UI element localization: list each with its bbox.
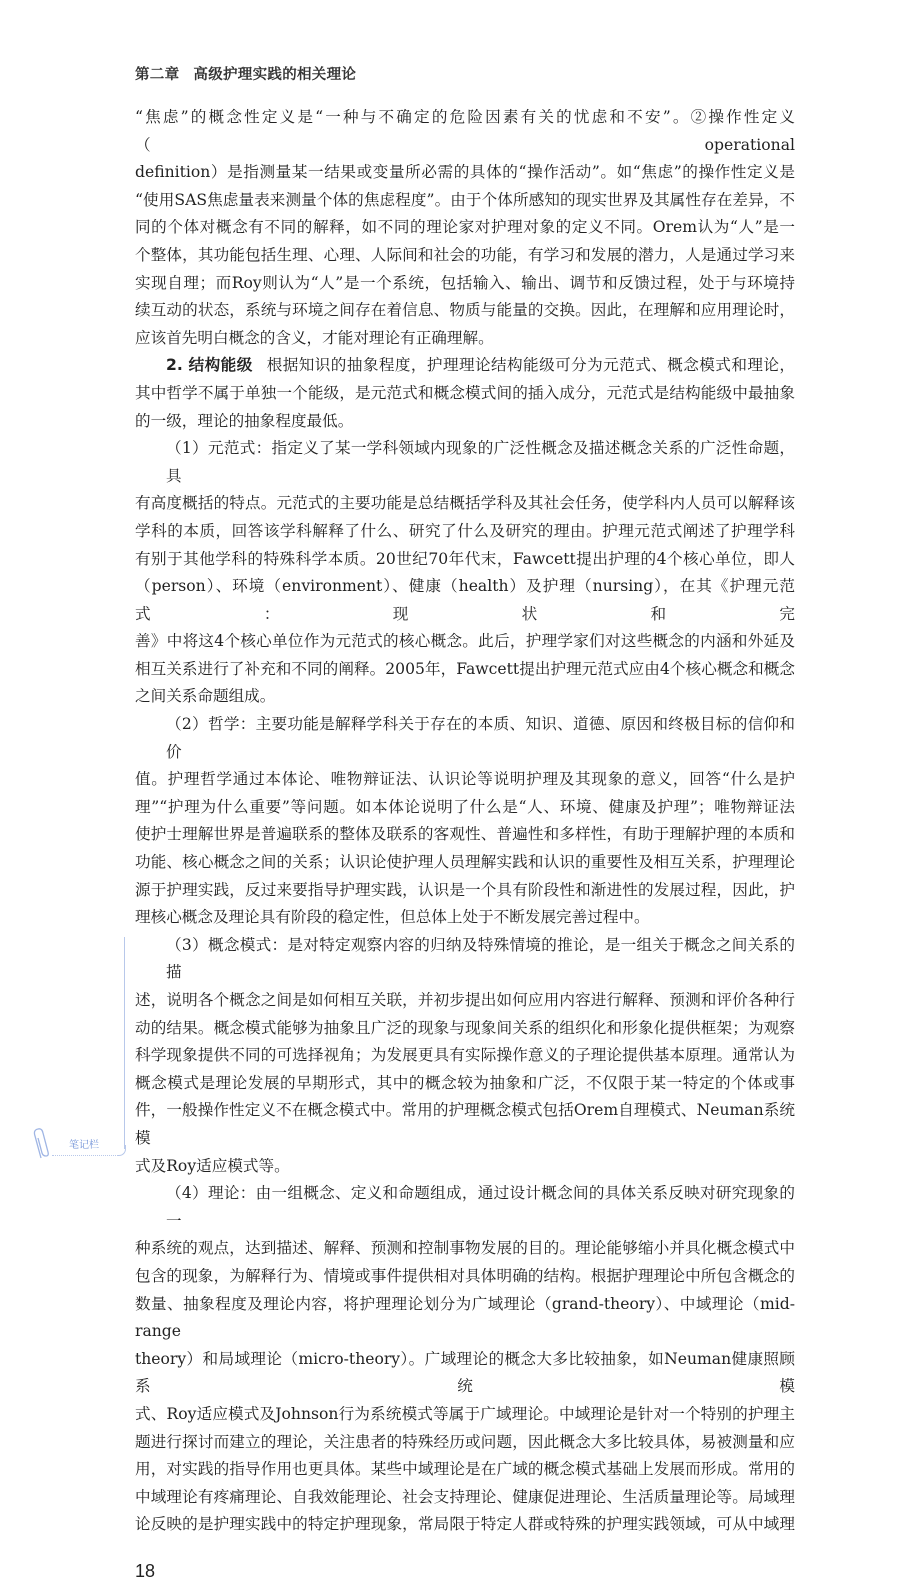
text-line	[135, 490, 795, 518]
text-line	[135, 1511, 795, 1539]
text-line	[135, 1484, 795, 1512]
text-line	[135, 1070, 795, 1098]
line-text: 实现自理；而Roy则认为“人”是一个系统，包括输入、输出、调节和反馈过程，处于与环境持	[135, 273, 795, 292]
text-line	[135, 1042, 795, 1070]
line-text: 动的结果。概念模式能够为抽象且广泛的现象与现象间关系的组织化和形象化提供框架；为观察	[135, 1018, 795, 1037]
line-text: 用，对实践的指导作用也更具体。某些中域理论是在广域的概念模式基础上发展而形成。常用的	[135, 1460, 795, 1479]
paragraph	[135, 1180, 795, 1539]
notebar-dotted-line	[52, 1155, 118, 1156]
text-line	[135, 1346, 795, 1401]
text-line	[135, 1235, 795, 1263]
line-text: 值。护理哲学通过本体论、唯物辩证法、认识论等说明护理及其现象的意义，回答“什么是护	[135, 770, 795, 789]
text-line	[135, 242, 795, 270]
text-line	[135, 1291, 795, 1346]
text-line	[135, 380, 795, 408]
line-text: 概念模式是理论发展的早期形式，其中的概念较为抽象和广泛，不仅限于某一特定的个体或事	[135, 1073, 795, 1092]
line-text: definition）是指测量某一结果或变量所必需的具体的“操作活动”。如“焦虑”的操作性定义是	[135, 163, 795, 182]
chapter-title: 高级护理实践的相关理论	[193, 67, 357, 83]
notebar	[30, 937, 126, 1157]
text-line	[135, 1456, 795, 1484]
text-line	[135, 435, 795, 490]
text-line	[135, 877, 795, 905]
line-text: 理”“护理为什么重要”等问题。如本体论说明了什么是“人、环境、健康及护理”；唯物辩证法	[135, 797, 795, 816]
line-text: 有高度概括的特点。元范式的主要功能是总结概括学科及其社会任务，使学科内人员可以解释该	[135, 494, 795, 513]
line-text: 理核心概念及理论具有阶段的稳定性，但总体上处于不断发展完善过程中。	[135, 908, 650, 927]
text-line	[135, 1263, 795, 1291]
paragraph	[135, 711, 795, 932]
text-line	[135, 766, 795, 794]
paragraph	[135, 435, 795, 711]
text-line	[135, 1097, 795, 1152]
text-line	[135, 987, 795, 1015]
line-text: 续互动的状态，系统与环境之间存在着信息、物质与能量的交换。因此，在理解和应用理论时，	[135, 301, 795, 320]
line-text: 式、Roy适应模式及Johnson行为系统模式等属于广域理论。中域理论是针对一个特别的护理主	[135, 1404, 795, 1423]
text-line	[135, 821, 795, 849]
text-line	[135, 1180, 795, 1235]
paperclip-icon	[33, 1128, 59, 1160]
line-text: 题进行探讨而建立的理论，关注患者的特殊经历或问题，因此概念大多比较具体，易被测量和应	[135, 1432, 795, 1451]
text-line	[135, 628, 795, 656]
line-text: 种系统的观点，达到描述、解释、预测和控制事物发展的目的。理论能够缩小并具化概念模式中	[135, 1239, 795, 1258]
chapter-number: 第二章	[135, 67, 180, 83]
line-text: （2）哲学：主要功能是解释学科关于存在的本质、知识、道德、原因和终极目标的信仰和价	[166, 715, 795, 761]
line-text: 应该首先明白概念的含义，才能对理论有正确理解。	[135, 328, 494, 347]
text-line	[135, 1153, 795, 1181]
line-text: 相互关系进行了补充和不同的阐释。2005年，Fawcett提出护理元范式应由4个核心概念和概念	[135, 659, 795, 678]
line-text: 使护士理解世界是普遍联系的整体及联系的客观性、普遍性和多样性，有助于理解护理的本质和	[135, 825, 795, 844]
line-text: 个整体，其功能包括生理、心理、人际间和社会的功能，有学习和发展的潜力，人是通过学习来	[135, 245, 795, 264]
text-line	[135, 1429, 795, 1457]
line-text: 包含的现象，为解释行为、情境或事件提供相对具体明确的结构。根据护理理论中所包含概念的	[135, 1266, 795, 1285]
line-text: theory）和局域理论（micro-theory）。广域理论的概念大多比较抽象，如Neuman健康照顾系统模	[135, 1349, 795, 1396]
line-text: 中域理论有疼痛理论、自我效能理论、社会支持理论、健康促进理论、生活质量理论等。局域理	[135, 1487, 795, 1506]
text-line	[135, 573, 795, 628]
line-text: 善》中将这4个核心单位作为元范式的核心概念。此后，护理学家们对这些概念的内涵和外延及	[135, 632, 795, 651]
line-text: “使用SAS焦虑量表来测量个体的焦虑程度”。由于个体所感知的现实世界及其属性存在差异，不	[135, 190, 795, 209]
line-text: （4）理论：由一组概念、定义和命题组成，通过设计概念间的具体关系反映对研究现象的一	[166, 1184, 795, 1230]
text-line	[135, 187, 795, 215]
text-line	[135, 270, 795, 298]
line-text: 功能、核心概念之间的关系；认识论使护理人员理解实践和认识的重要性及相互关系，护理理论	[135, 853, 795, 872]
line-text: 件，一般操作性定义不在概念模式中。常用的护理概念模式包括Orem自理模式、Neuman系统模	[135, 1101, 795, 1147]
paragraph	[135, 104, 795, 352]
line-text: 同的个体对概念有不同的解释，如不同的理论家对护理对象的定义不同。Orem认为“人”是一	[135, 218, 795, 237]
line-text: 述，说明各个概念之间是如何相互关联，并初步提出如何应用内容进行解释、预测和评价各种行	[135, 991, 795, 1009]
text-line	[135, 518, 795, 546]
text-line	[135, 297, 795, 325]
line-text: 数量、抽象程度及理论内容，将护理理论划分为广域理论（grand-theory）、中域理论（mid-range	[135, 1294, 795, 1341]
text-line	[135, 325, 795, 353]
line-text: 论反映的是护理实践中的特定护理现象，常局限于特定人群或特殊的护理实践领域，可从中域理	[135, 1515, 795, 1534]
text-line	[135, 352, 795, 380]
line-text: “焦虑”的概念性定义是“一种与不确定的危险因素有关的忧虑和不安”。②操作性定义（operational	[135, 108, 795, 154]
paragraph	[135, 352, 795, 435]
line-text: 学科的本质，回答该学科解释了什么、研究了什么及研究的理由。护理元范式阐述了护理学科	[135, 521, 795, 540]
text-line	[135, 656, 795, 684]
text-line	[135, 104, 795, 159]
body-text	[135, 104, 795, 1539]
line-text: （person）、环境（environment）、健康（health）及护理（nursing），在其《护理元范式：现状和完	[135, 577, 795, 623]
text-line	[135, 159, 795, 187]
text-line	[135, 711, 795, 766]
text-line	[135, 214, 795, 242]
running-header	[135, 64, 795, 86]
line-text: 的一级，理论的抽象程度最低。	[135, 411, 354, 430]
text-line	[135, 1015, 795, 1043]
page-number: 18	[135, 1560, 156, 1581]
section-heading: 2. 结构能级	[166, 356, 253, 375]
notebar-corner	[117, 1145, 126, 1156]
line-text: 根据知识的抽象程度，护理理论结构能级可分为元范式、概念模式和理论，	[266, 356, 795, 375]
line-text: 之间关系命题组成。	[135, 687, 276, 706]
line-text: 式及Roy适应模式等。	[135, 1156, 290, 1175]
line-text: 科学现象提供不同的可选择视角；为发展更具有实际操作意义的子理论提供基本原理。通常认为	[135, 1046, 795, 1065]
line-text: 其中哲学不属于单独一个能级，是元范式和概念模式间的插入成分，元范式是结构能级中最抽象	[135, 383, 795, 402]
text-line	[135, 849, 795, 877]
text-line	[135, 904, 795, 932]
line-text: （1）元范式：指定义了某一学科领域内现象的广泛性概念及描述概念关系的广泛性命题，具	[166, 439, 795, 485]
text-line	[135, 1401, 795, 1429]
text-line	[135, 408, 795, 436]
notebar-label: 笔记栏	[69, 1140, 99, 1151]
text-line	[135, 546, 795, 574]
text-line	[135, 932, 795, 987]
line-text: 有别于其他学科的特殊科学本质。20世纪70年代末，Fawcett提出护理的4个核心单位，即人	[135, 549, 795, 568]
paragraph	[135, 932, 795, 1180]
text-line	[135, 794, 795, 822]
line-text: （3）概念模式：是对特定观察内容的归纳及特殊情境的推论，是一组关于概念之间关系的描	[166, 935, 795, 982]
notebar-divider	[124, 937, 125, 1149]
text-line	[135, 683, 795, 711]
line-text: 源于护理实践，反过来要指导护理实践，认识是一个具有阶段性和渐进性的发展过程，因此，护	[135, 880, 795, 899]
